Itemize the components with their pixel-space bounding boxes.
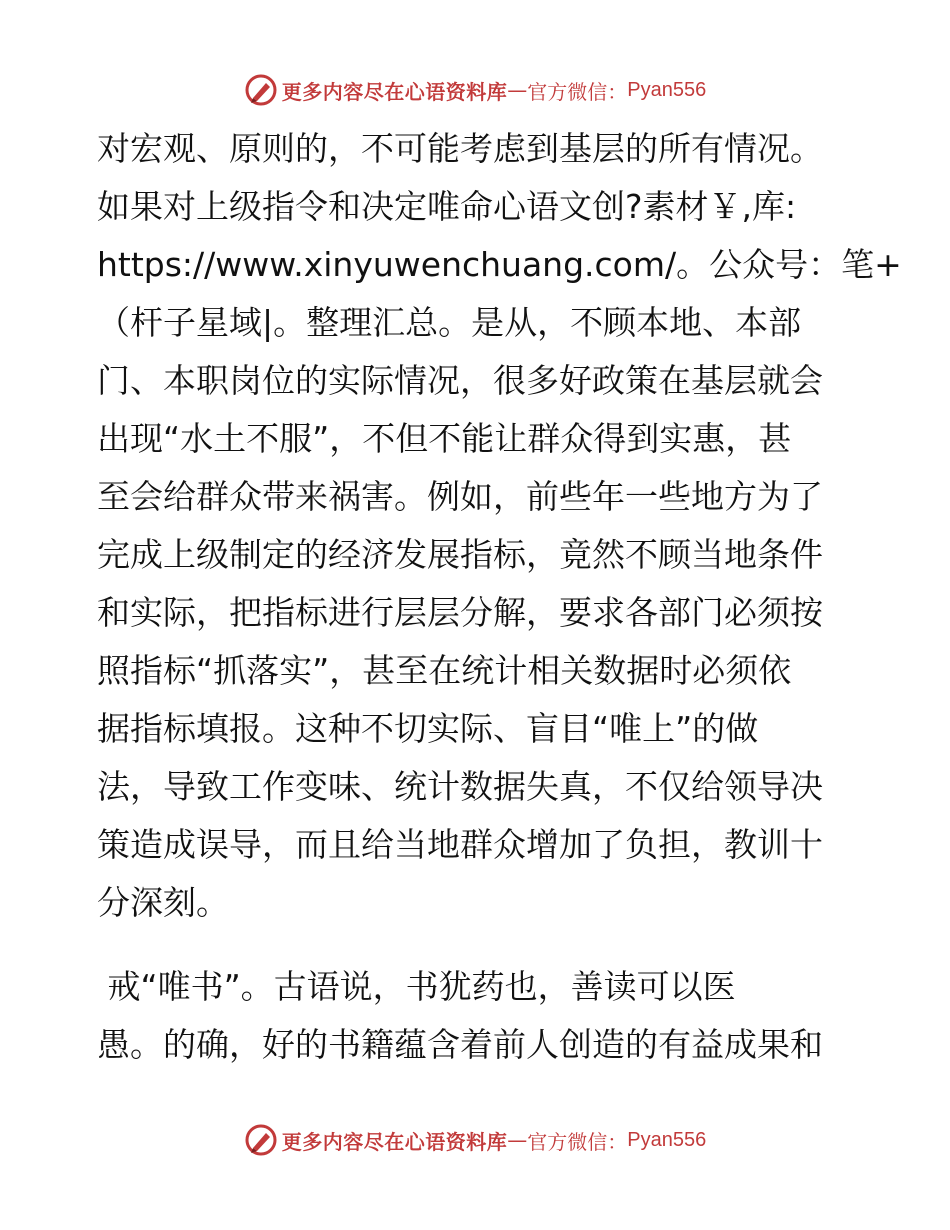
header-wechat-label: 官方微信： [527,79,628,104]
pen-logo-icon [244,73,278,107]
footer-wechat-label: 官方微信： [527,1129,628,1154]
text-line: https://www.xinyuwenchuang.com/。公众号：笔+ [97,245,902,284]
paragraph-1 [97,120,902,932]
paragraph-2 [97,958,857,1074]
text-line: 门、本职岗位的实际情况，很多好政策在基层就会 [97,361,823,400]
text-line: 策造成误导，而且给当地群众增加了负担，教训十 [97,825,823,864]
text-line: 至会给群众带来祸害。例如，前些年一些地方为了 [97,477,823,516]
paragraph-gap [97,932,857,958]
pen-logo-icon [244,1123,278,1157]
text-line: 照指标“抓落实”，甚至在统计相关数据时必须依 [97,651,792,690]
footer-separator: — [507,1128,528,1152]
text-line: 戒“唯书”。古语说，书犹药也，善读可以医 [97,967,736,1006]
footer-banner [0,1120,950,1160]
header-separator: — [507,78,528,102]
text-line: 愚。的确，好的书籍蕴含着前人创造的有益成果和 [97,1025,823,1064]
text-line: 据指标填报。这种不切实际、盲目“唯上”的做 [97,709,759,748]
text-line: 完成上级制定的经济发展指标，竟然不顾当地条件 [97,535,823,574]
text-line: 出现“水土不服”，不但不能让群众得到实惠，甚 [97,419,792,458]
text-line: 法，导致工作变味、统计数据失真，不仅给领导决 [97,767,823,806]
header-banner [0,70,950,110]
header-wechat-handle: Pyan556 [627,78,707,101]
header-brand-text: 更多内容尽在心语资料库 [281,79,508,104]
text-line: （杆子星域|。整理汇总。是从，不顾本地、本部 [97,303,802,342]
footer-brand-text: 更多内容尽在心语资料库 [281,1129,508,1154]
document-body [97,120,902,1074]
footer-wechat-handle: Pyan556 [627,1128,707,1151]
text-line: 如果对上级指令和决定唯命心语文创?素材￥,库: [97,187,797,226]
text-line: 对宏观、原则的，不可能考虑到基层的所有情况。 [97,129,823,168]
text-line: 和实际，把指标进行层层分解，要求各部门必须按 [97,593,823,632]
text-line: 分深刻。 [97,883,229,922]
